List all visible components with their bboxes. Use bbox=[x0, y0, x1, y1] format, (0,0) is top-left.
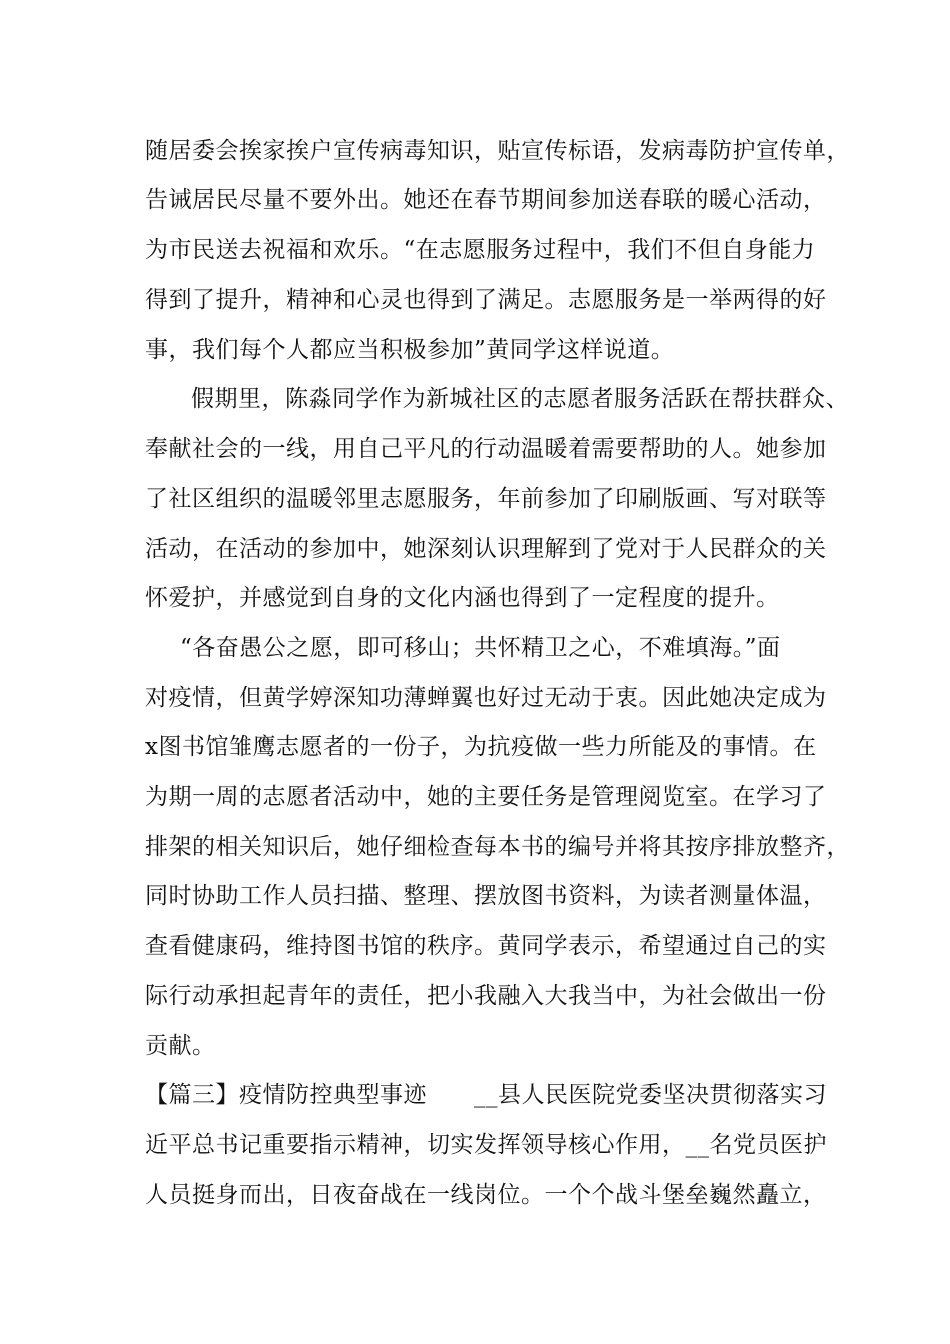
text-line: 对疫情，但黄学婷深知功薄蝉翼也好过无动于衷。因此她决定成为 bbox=[145, 685, 827, 711]
text-line: 了社区组织的温暖邻里志愿服务，年前参加了印刷版画、写对联等 bbox=[145, 486, 827, 512]
text-line: x图书馆雏鹰志愿者的一份子，为抗疫做一些力所能及的事情。在 bbox=[145, 734, 817, 760]
text-line: 告诫居民尽量不要外出。她还在春节期间参加送春联的暖心活动， bbox=[145, 187, 827, 213]
text-line: 贡献。 bbox=[145, 1033, 216, 1059]
text-line: 查看健康码，维持图书馆的秩序。黄同学表示，希望通过自己的实 bbox=[145, 933, 827, 959]
text-line: 际行动承担起青年的责任，把小我融入大我当中，为社会做出一份 bbox=[145, 983, 827, 1009]
text-line: 奉献社会的一线，用自己平凡的行动温暖着需要帮助的人。她参加 bbox=[145, 436, 827, 462]
section-heading-line: 【篇三】疫情防控典型事迹 __县人民医院党委坚决贯彻落实习 bbox=[145, 1082, 827, 1108]
paragraph-start-line: 假期里，陈淼同学作为新城社区的志愿者服务活跃在帮扶群众、 bbox=[191, 386, 849, 412]
text-line: 得到了提升，精神和心灵也得到了满足。志愿服务是一举两得的好 bbox=[145, 287, 827, 313]
text-line: 为期一周的志愿者活动中，她的主要任务是管理阅览室。在学习了 bbox=[145, 784, 827, 810]
text-line: 怀爱护，并感觉到自身的文化内涵也得到了一定程度的提升。 bbox=[145, 585, 780, 611]
text-line: 同时协助工作人员扫描、整理、摆放图书资料，为读者测量体温， bbox=[145, 883, 827, 909]
text-line: 近平总书记重要指示精神，切实发挥领导核心作用，__名党员医护 bbox=[145, 1132, 827, 1158]
text-line: 人员挺身而出，日夜奋战在一线岗位。一个个战斗堡垒巍然矗立， bbox=[145, 1182, 827, 1208]
text-line: 排架的相关知识后，她仔细检查每本书的编号并将其按序排放整齐， bbox=[145, 834, 850, 860]
text-line: 为市民送去祝福和欢乐。“在志愿服务过程中，我们不但自身能力 bbox=[145, 237, 816, 263]
text-line: 活动，在活动的参加中，她深刻认识理解到了党对于人民群众的关 bbox=[145, 536, 827, 562]
text-line: 事，我们每个人都应当积极参加”黄同学这样说道。 bbox=[145, 337, 675, 363]
quote-paragraph-start-line: “各奋愚公之愿，即可移山；共怀精卫之心，不难填海。”面 bbox=[180, 635, 781, 661]
text-line: 随居委会挨家挨户宣传病毒知识，贴宣传标语，发病毒防护宣传单， bbox=[145, 138, 850, 164]
